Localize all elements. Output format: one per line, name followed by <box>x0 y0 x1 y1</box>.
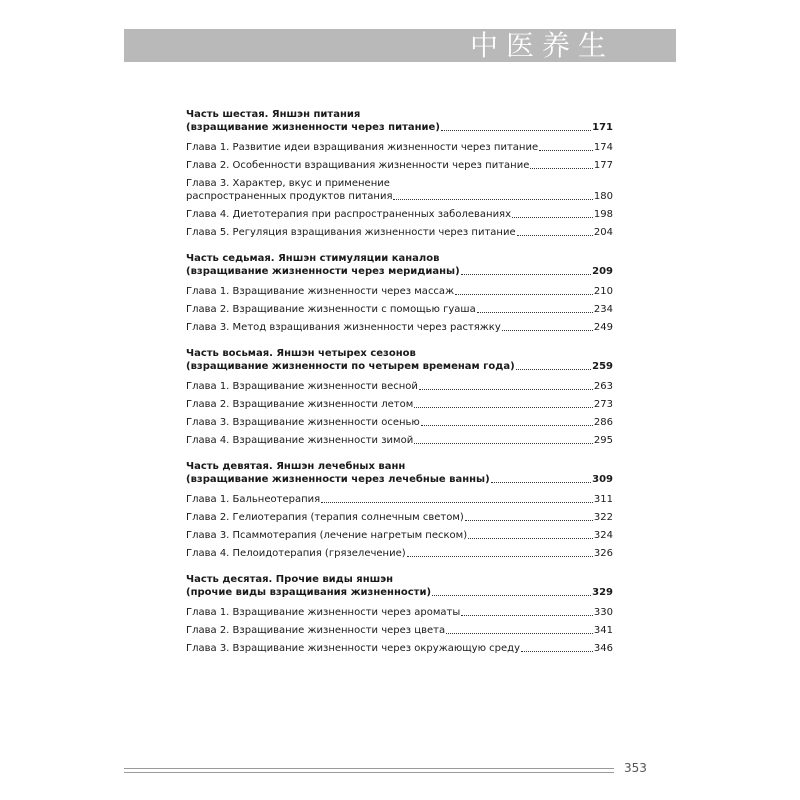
chapter-entry[interactable] <box>186 398 613 411</box>
chapter-title: Глава 3. Характер, вкус и применение <box>186 178 390 189</box>
chapter-page: 204 <box>593 227 613 238</box>
dot-leader <box>461 274 591 275</box>
chapter-entry[interactable] <box>186 434 613 447</box>
part-subtitle-row[interactable] <box>186 473 613 486</box>
toc-part <box>186 347 613 447</box>
chapter-title: Глава 1. Взращивание жизненности через ароматы <box>186 607 461 618</box>
chinese-title: 中医养生 <box>469 29 614 62</box>
toc-part <box>186 573 613 655</box>
dot-leader <box>502 330 593 331</box>
chapter-entry[interactable] <box>186 177 613 203</box>
chapter-title: Глава 4. Взращивание жизненности зимой <box>186 435 414 446</box>
chapter-title: Глава 1. Развитие идеи взращивания жизненности через питание <box>186 142 539 153</box>
part-subtitle: (взращивание жизненности через меридианы) <box>186 266 460 277</box>
chapter-page: 322 <box>593 512 613 523</box>
chapter-title: Глава 2. Особенности взращивания жизненности через питание <box>186 160 530 171</box>
chapter-entry[interactable] <box>186 511 613 524</box>
chapter-title: Глава 2. Взращивание жизненности летом <box>186 399 414 410</box>
chapter-page: 295 <box>593 435 613 446</box>
chapter-entry[interactable] <box>186 547 613 560</box>
part-title: Часть шестая. Яншэн питания <box>186 109 361 120</box>
chapter-entry[interactable] <box>186 624 613 637</box>
part-page: 209 <box>592 266 613 277</box>
part-title: Часть восьмая. Яншэн четырех сезонов <box>186 348 416 359</box>
chapter-title: Глава 2. Взращивание жизненности через цвета <box>186 625 446 636</box>
chapter-entry[interactable] <box>186 303 613 316</box>
chapter-page: 311 <box>593 494 613 505</box>
chapter-title: Глава 3. Псаммотерапия (лечение нагретым песком) <box>186 530 468 541</box>
dot-leader <box>521 651 593 652</box>
chapter-page: 286 <box>593 417 613 428</box>
dot-leader <box>421 425 593 426</box>
part-page: 309 <box>592 474 613 485</box>
footer-rule <box>124 768 614 773</box>
chapter-entry[interactable] <box>186 321 613 334</box>
part-page: 329 <box>592 587 613 598</box>
chapter-page: 180 <box>593 191 613 202</box>
chapter-page: 234 <box>593 304 613 315</box>
dot-leader <box>516 369 591 370</box>
chapter-title: Глава 2. Гелиотерапия (терапия солнечным светом) <box>186 512 464 523</box>
chapter-page: 177 <box>593 160 613 171</box>
dot-leader <box>414 407 593 408</box>
dot-leader <box>465 520 593 521</box>
chapter-page: 174 <box>593 142 613 153</box>
chapter-entry[interactable] <box>186 226 613 239</box>
part-subtitle: (взращивание жизненности по четырем временам года) <box>186 361 515 372</box>
chapter-page: 249 <box>593 322 613 333</box>
chapter-entry[interactable] <box>186 642 613 655</box>
chapter-entry[interactable] <box>186 141 613 154</box>
dot-leader <box>468 538 593 539</box>
header-bar <box>124 29 676 62</box>
chapter-page: 330 <box>593 607 613 618</box>
part-subtitle: (взращивание жизненности через питание) <box>186 122 440 133</box>
dot-leader <box>419 389 593 390</box>
dot-leader <box>321 502 593 503</box>
chapter-entry[interactable] <box>186 606 613 619</box>
chapter-page: 210 <box>593 286 613 297</box>
toc-part <box>186 460 613 560</box>
part-subtitle-row[interactable] <box>186 360 613 373</box>
chapter-entry[interactable] <box>186 529 613 542</box>
dot-leader <box>530 168 593 169</box>
part-page: 171 <box>592 122 613 133</box>
part-title: Часть седьмая. Яншэн стимуляции каналов <box>186 253 440 264</box>
chapter-page: 324 <box>593 530 613 541</box>
table-of-contents <box>186 108 613 668</box>
chapter-title: Глава 1. Бальнеотерапия <box>186 494 321 505</box>
chapter-title: Глава 3. Метод взращивания жизненности через растяжку <box>186 322 501 333</box>
dot-leader <box>407 556 593 557</box>
chapter-entry[interactable] <box>186 493 613 506</box>
dot-leader <box>432 595 591 596</box>
chapter-title: Глава 1. Взращивание жизненности через массаж <box>186 286 455 297</box>
chapter-entry[interactable] <box>186 416 613 429</box>
dot-leader <box>441 130 591 131</box>
part-subtitle-row[interactable] <box>186 586 613 599</box>
chapter-page: 341 <box>593 625 613 636</box>
dot-leader <box>446 633 593 634</box>
dot-leader <box>512 217 593 218</box>
toc-part <box>186 252 613 334</box>
part-subtitle-row[interactable] <box>186 265 613 278</box>
dot-leader <box>491 482 591 483</box>
chapter-page: 326 <box>593 548 613 559</box>
chapter-page: 198 <box>593 209 613 220</box>
dot-leader <box>461 615 593 616</box>
part-title: Часть десятая. Прочие виды яншэн <box>186 574 394 585</box>
part-title: Часть девятая. Яншэн лечебных ванн <box>186 461 406 472</box>
chapter-title: Глава 3. Взращивание жизненности осенью <box>186 417 420 428</box>
chapter-title-line2: распространенных продуктов питания <box>186 191 393 202</box>
chapter-entry[interactable] <box>186 380 613 393</box>
chapter-title: Глава 1. Взращивание жизненности весной <box>186 381 418 392</box>
part-subtitle-row[interactable] <box>186 121 613 134</box>
chapter-title: Глава 4. Диетотерапия при распространенных заболеваниях <box>186 209 511 220</box>
dot-leader <box>539 150 593 151</box>
chapter-title: Глава 3. Взращивание жизненности через окружающую среду <box>186 643 521 654</box>
toc-part <box>186 108 613 239</box>
chapter-entry[interactable] <box>186 208 613 221</box>
page-number: 353 <box>624 761 647 775</box>
chapter-title: Глава 4. Пелоидотерапия (грязелечение) <box>186 548 406 559</box>
chapter-title: Глава 2. Взращивание жизненности с помощью гуаша <box>186 304 476 315</box>
chapter-page: 346 <box>593 643 613 654</box>
chapter-page: 273 <box>593 399 613 410</box>
dot-leader <box>393 199 592 200</box>
dot-leader <box>414 443 593 444</box>
part-subtitle: (взращивание жизненности через лечебные ванны) <box>186 474 490 485</box>
chapter-entry[interactable] <box>186 159 613 172</box>
chapter-title: Глава 5. Регуляция взращивания жизненности через питание <box>186 227 516 238</box>
part-subtitle: (прочие виды взращивания жизненности) <box>186 587 432 598</box>
dot-leader <box>455 294 593 295</box>
part-page: 259 <box>592 361 613 372</box>
chapter-page: 263 <box>593 381 613 392</box>
chapter-entry[interactable] <box>186 285 613 298</box>
dot-leader <box>517 235 593 236</box>
dot-leader <box>477 312 593 313</box>
